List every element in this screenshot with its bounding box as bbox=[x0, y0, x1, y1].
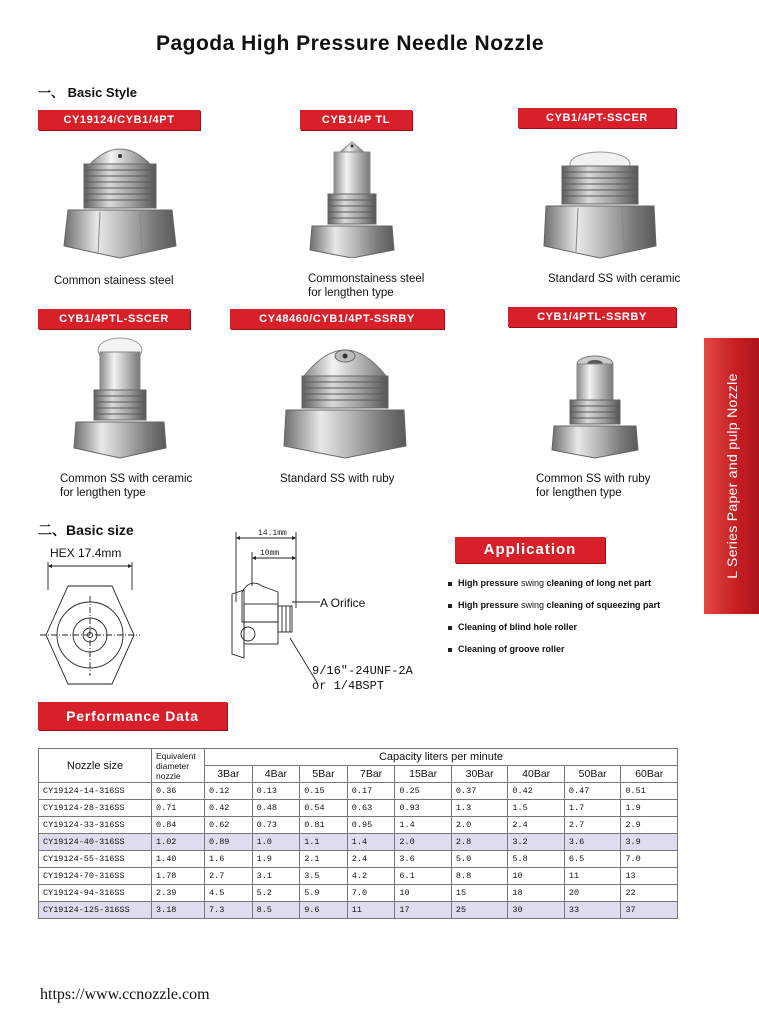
cell-capacity: 1.4 bbox=[347, 834, 395, 851]
cell-capacity: 0.17 bbox=[347, 783, 395, 800]
thread-spec bbox=[312, 664, 413, 694]
cell-capacity: 3.1 bbox=[252, 868, 300, 885]
cell-capacity: 2.7 bbox=[205, 868, 253, 885]
cell-capacity: 17 bbox=[395, 902, 452, 919]
cell-capacity: 3.6 bbox=[564, 834, 621, 851]
cell-capacity: 3.2 bbox=[508, 834, 565, 851]
cell-capacity: 0.37 bbox=[451, 783, 508, 800]
style-tag-6: CYB1/4PTL-SSRBY bbox=[508, 307, 676, 327]
hex-label: HEX 17.4mm bbox=[50, 546, 122, 560]
header-nozzle-size: Nozzle size bbox=[39, 749, 152, 783]
cell-capacity: 30 bbox=[508, 902, 565, 919]
table-row bbox=[39, 868, 678, 885]
header-pressure: 40Bar bbox=[508, 766, 565, 783]
application-item: Cleaning of groove roller bbox=[448, 638, 660, 660]
cell-capacity: 2.9 bbox=[621, 817, 678, 834]
cell-capacity: 8.5 bbox=[252, 902, 300, 919]
cell-capacity: 2.0 bbox=[395, 834, 452, 851]
cell-capacity: 5.8 bbox=[508, 851, 565, 868]
nozzle-image-2 bbox=[302, 138, 402, 258]
header-pressure: 15Bar bbox=[395, 766, 452, 783]
cell-capacity: 25 bbox=[451, 902, 508, 919]
cell-capacity: 1.5 bbox=[508, 800, 565, 817]
performance-table bbox=[38, 748, 678, 919]
cell-capacity: 1.4 bbox=[395, 817, 452, 834]
cell-capacity: 13 bbox=[621, 868, 678, 885]
dim-10mm: 10mm bbox=[260, 549, 280, 558]
application-item: High pressure swing cleaning of long net part bbox=[448, 572, 660, 594]
header-pressure: 50Bar bbox=[564, 766, 621, 783]
section-basic-size: 二、Basic size bbox=[38, 522, 134, 538]
style-caption-6: Common SS with ruby for lengthen type bbox=[536, 473, 651, 499]
cell-capacity: 1.3 bbox=[451, 800, 508, 817]
style-tag-1: CY19124/CYB1/4PT bbox=[38, 110, 200, 130]
header-pressure: 7Bar bbox=[347, 766, 395, 783]
cell-capacity: 10 bbox=[395, 885, 452, 902]
header-pressure: 5Bar bbox=[300, 766, 348, 783]
performance-data-label: Performance Data bbox=[38, 702, 227, 730]
cell-capacity: 9.6 bbox=[300, 902, 348, 919]
cell-capacity: 3.6 bbox=[395, 851, 452, 868]
cell-equivalent-diameter: 1.78 bbox=[152, 868, 205, 885]
cell-capacity: 0.15 bbox=[300, 783, 348, 800]
cell-capacity: 7.0 bbox=[347, 885, 395, 902]
cell-capacity: 18 bbox=[508, 885, 565, 902]
cell-capacity: 0.54 bbox=[300, 800, 348, 817]
table-row bbox=[39, 902, 678, 919]
table-row bbox=[39, 834, 678, 851]
cell-capacity: 0.51 bbox=[621, 783, 678, 800]
cell-capacity: 33 bbox=[564, 902, 621, 919]
cell-capacity: 11 bbox=[347, 902, 395, 919]
style-caption-3: Standard SS with ceramic bbox=[548, 273, 681, 285]
cell-capacity: 0.93 bbox=[395, 800, 452, 817]
cell-capacity: 0.25 bbox=[395, 783, 452, 800]
cell-equivalent-diameter: 2.39 bbox=[152, 885, 205, 902]
cell-capacity: 1.9 bbox=[621, 800, 678, 817]
cell-capacity: 0.42 bbox=[205, 800, 253, 817]
orifice-label: A Orifice bbox=[320, 596, 366, 610]
style-tag-5: CY48460/CYB1/4PT-SSRBY bbox=[230, 309, 444, 329]
style-tag-3: CYB1/4PT-SSCER bbox=[518, 108, 676, 128]
cell-model: CY19124-55-316SS bbox=[39, 851, 152, 868]
cell-capacity: 4.2 bbox=[347, 868, 395, 885]
header-capacity: Capacity liters per minute bbox=[205, 749, 678, 766]
cell-capacity: 1.9 bbox=[252, 851, 300, 868]
header-pressure: 60Bar bbox=[621, 766, 678, 783]
header-pressure: 3Bar bbox=[205, 766, 253, 783]
cell-capacity: 37 bbox=[621, 902, 678, 919]
cell-capacity: 0.81 bbox=[300, 817, 348, 834]
cell-capacity: 4.5 bbox=[205, 885, 253, 902]
section-basic-style: 一、 Basic Style bbox=[38, 85, 137, 100]
cell-equivalent-diameter: 1.40 bbox=[152, 851, 205, 868]
table-row bbox=[39, 800, 678, 817]
sidebar-text: L Series Paper and pulp Nozzle bbox=[723, 373, 740, 579]
cell-capacity: 0.95 bbox=[347, 817, 395, 834]
application-list bbox=[448, 572, 660, 660]
hex-front-view-diagram bbox=[40, 556, 140, 686]
cell-capacity: 0.47 bbox=[564, 783, 621, 800]
table-row bbox=[39, 783, 678, 800]
cell-capacity: 20 bbox=[564, 885, 621, 902]
cell-capacity: 3.9 bbox=[621, 834, 678, 851]
nozzle-image-4 bbox=[70, 334, 170, 460]
table-row bbox=[39, 817, 678, 834]
cell-capacity: 7.0 bbox=[621, 851, 678, 868]
cell-capacity: 2.0 bbox=[451, 817, 508, 834]
cell-equivalent-diameter: 3.18 bbox=[152, 902, 205, 919]
style-caption-2: Commonstainess steel for lengthen type bbox=[308, 273, 425, 299]
cell-capacity: 2.8 bbox=[451, 834, 508, 851]
cell-capacity: 3.5 bbox=[300, 868, 348, 885]
cell-capacity: 0.13 bbox=[252, 783, 300, 800]
cell-capacity: 1.1 bbox=[300, 834, 348, 851]
cell-model: CY19124-14-316SS bbox=[39, 783, 152, 800]
thread-spec-line-1: 9/16"-24UNF-2A bbox=[312, 664, 413, 678]
style-tag-2: CYB1/4P TL bbox=[300, 110, 412, 130]
cell-capacity: 2.1 bbox=[300, 851, 348, 868]
cell-model: CY19124-40-316SS bbox=[39, 834, 152, 851]
cell-capacity: 6.5 bbox=[564, 851, 621, 868]
cell-equivalent-diameter: 0.36 bbox=[152, 783, 205, 800]
style-caption-4: Common SS with ceramic for lengthen type bbox=[60, 473, 193, 499]
cell-capacity: 2.4 bbox=[508, 817, 565, 834]
cell-capacity: 1.7 bbox=[564, 800, 621, 817]
nozzle-image-1 bbox=[60, 136, 180, 262]
cell-capacity: 0.63 bbox=[347, 800, 395, 817]
cell-capacity: 5.0 bbox=[451, 851, 508, 868]
cell-model: CY19124-125-316SS bbox=[39, 902, 152, 919]
cell-capacity: 11 bbox=[564, 868, 621, 885]
dim-14-1mm: 14.1mm bbox=[258, 529, 287, 538]
cell-model: CY19124-70-316SS bbox=[39, 868, 152, 885]
application-item: High pressure swing cleaning of squeezing part bbox=[448, 594, 660, 616]
style-caption-5: Standard SS with ruby bbox=[280, 473, 395, 485]
cell-equivalent-diameter: 1.02 bbox=[152, 834, 205, 851]
nozzle-image-5 bbox=[280, 334, 410, 460]
cell-capacity: 15 bbox=[451, 885, 508, 902]
footer-url[interactable]: https://www.ccnozzle.com bbox=[40, 986, 210, 1003]
cell-model: CY19124-94-316SS bbox=[39, 885, 152, 902]
style-tag-4: CYB1/4PTL-SSCER bbox=[38, 309, 190, 329]
cell-capacity: 1.6 bbox=[205, 851, 253, 868]
application-label: Application bbox=[455, 537, 605, 563]
cell-capacity: 0.12 bbox=[205, 783, 253, 800]
cell-capacity: 0.42 bbox=[508, 783, 565, 800]
cell-capacity: 5.2 bbox=[252, 885, 300, 902]
cell-capacity: 10 bbox=[508, 868, 565, 885]
cell-capacity: 0.62 bbox=[205, 817, 253, 834]
cell-capacity: 0.73 bbox=[252, 817, 300, 834]
cell-capacity: 1.0 bbox=[252, 834, 300, 851]
nozzle-image-6 bbox=[550, 352, 640, 460]
cell-capacity: 5.9 bbox=[300, 885, 348, 902]
cell-capacity: 2.4 bbox=[347, 851, 395, 868]
header-pressure: 30Bar bbox=[451, 766, 508, 783]
cell-capacity: 0.89 bbox=[205, 834, 253, 851]
page-title: Pagoda High Pressure Needle Nozzle bbox=[155, 32, 545, 55]
cell-equivalent-diameter: 0.71 bbox=[152, 800, 205, 817]
cell-model: CY19124-33-316SS bbox=[39, 817, 152, 834]
cell-capacity: 7.3 bbox=[205, 902, 253, 919]
table-row bbox=[39, 851, 678, 868]
header-equivalent-diameter: Equivalent diameter nozzle bbox=[152, 749, 205, 783]
series-sidebar bbox=[704, 338, 759, 614]
header-pressure: 4Bar bbox=[252, 766, 300, 783]
style-caption-1: Common stainess steel bbox=[54, 275, 174, 287]
table-row bbox=[39, 885, 678, 902]
nozzle-image-3 bbox=[540, 146, 660, 262]
cell-model: CY19124-28-316SS bbox=[39, 800, 152, 817]
cell-capacity: 22 bbox=[621, 885, 678, 902]
cell-capacity: 8.8 bbox=[451, 868, 508, 885]
cell-capacity: 6.1 bbox=[395, 868, 452, 885]
cell-equivalent-diameter: 0.84 bbox=[152, 817, 205, 834]
cell-capacity: 0.48 bbox=[252, 800, 300, 817]
thread-spec-line-2: or 1/4BSPT bbox=[312, 679, 385, 693]
application-item: Cleaning of blind hole roller bbox=[448, 616, 660, 638]
cell-capacity: 2.7 bbox=[564, 817, 621, 834]
